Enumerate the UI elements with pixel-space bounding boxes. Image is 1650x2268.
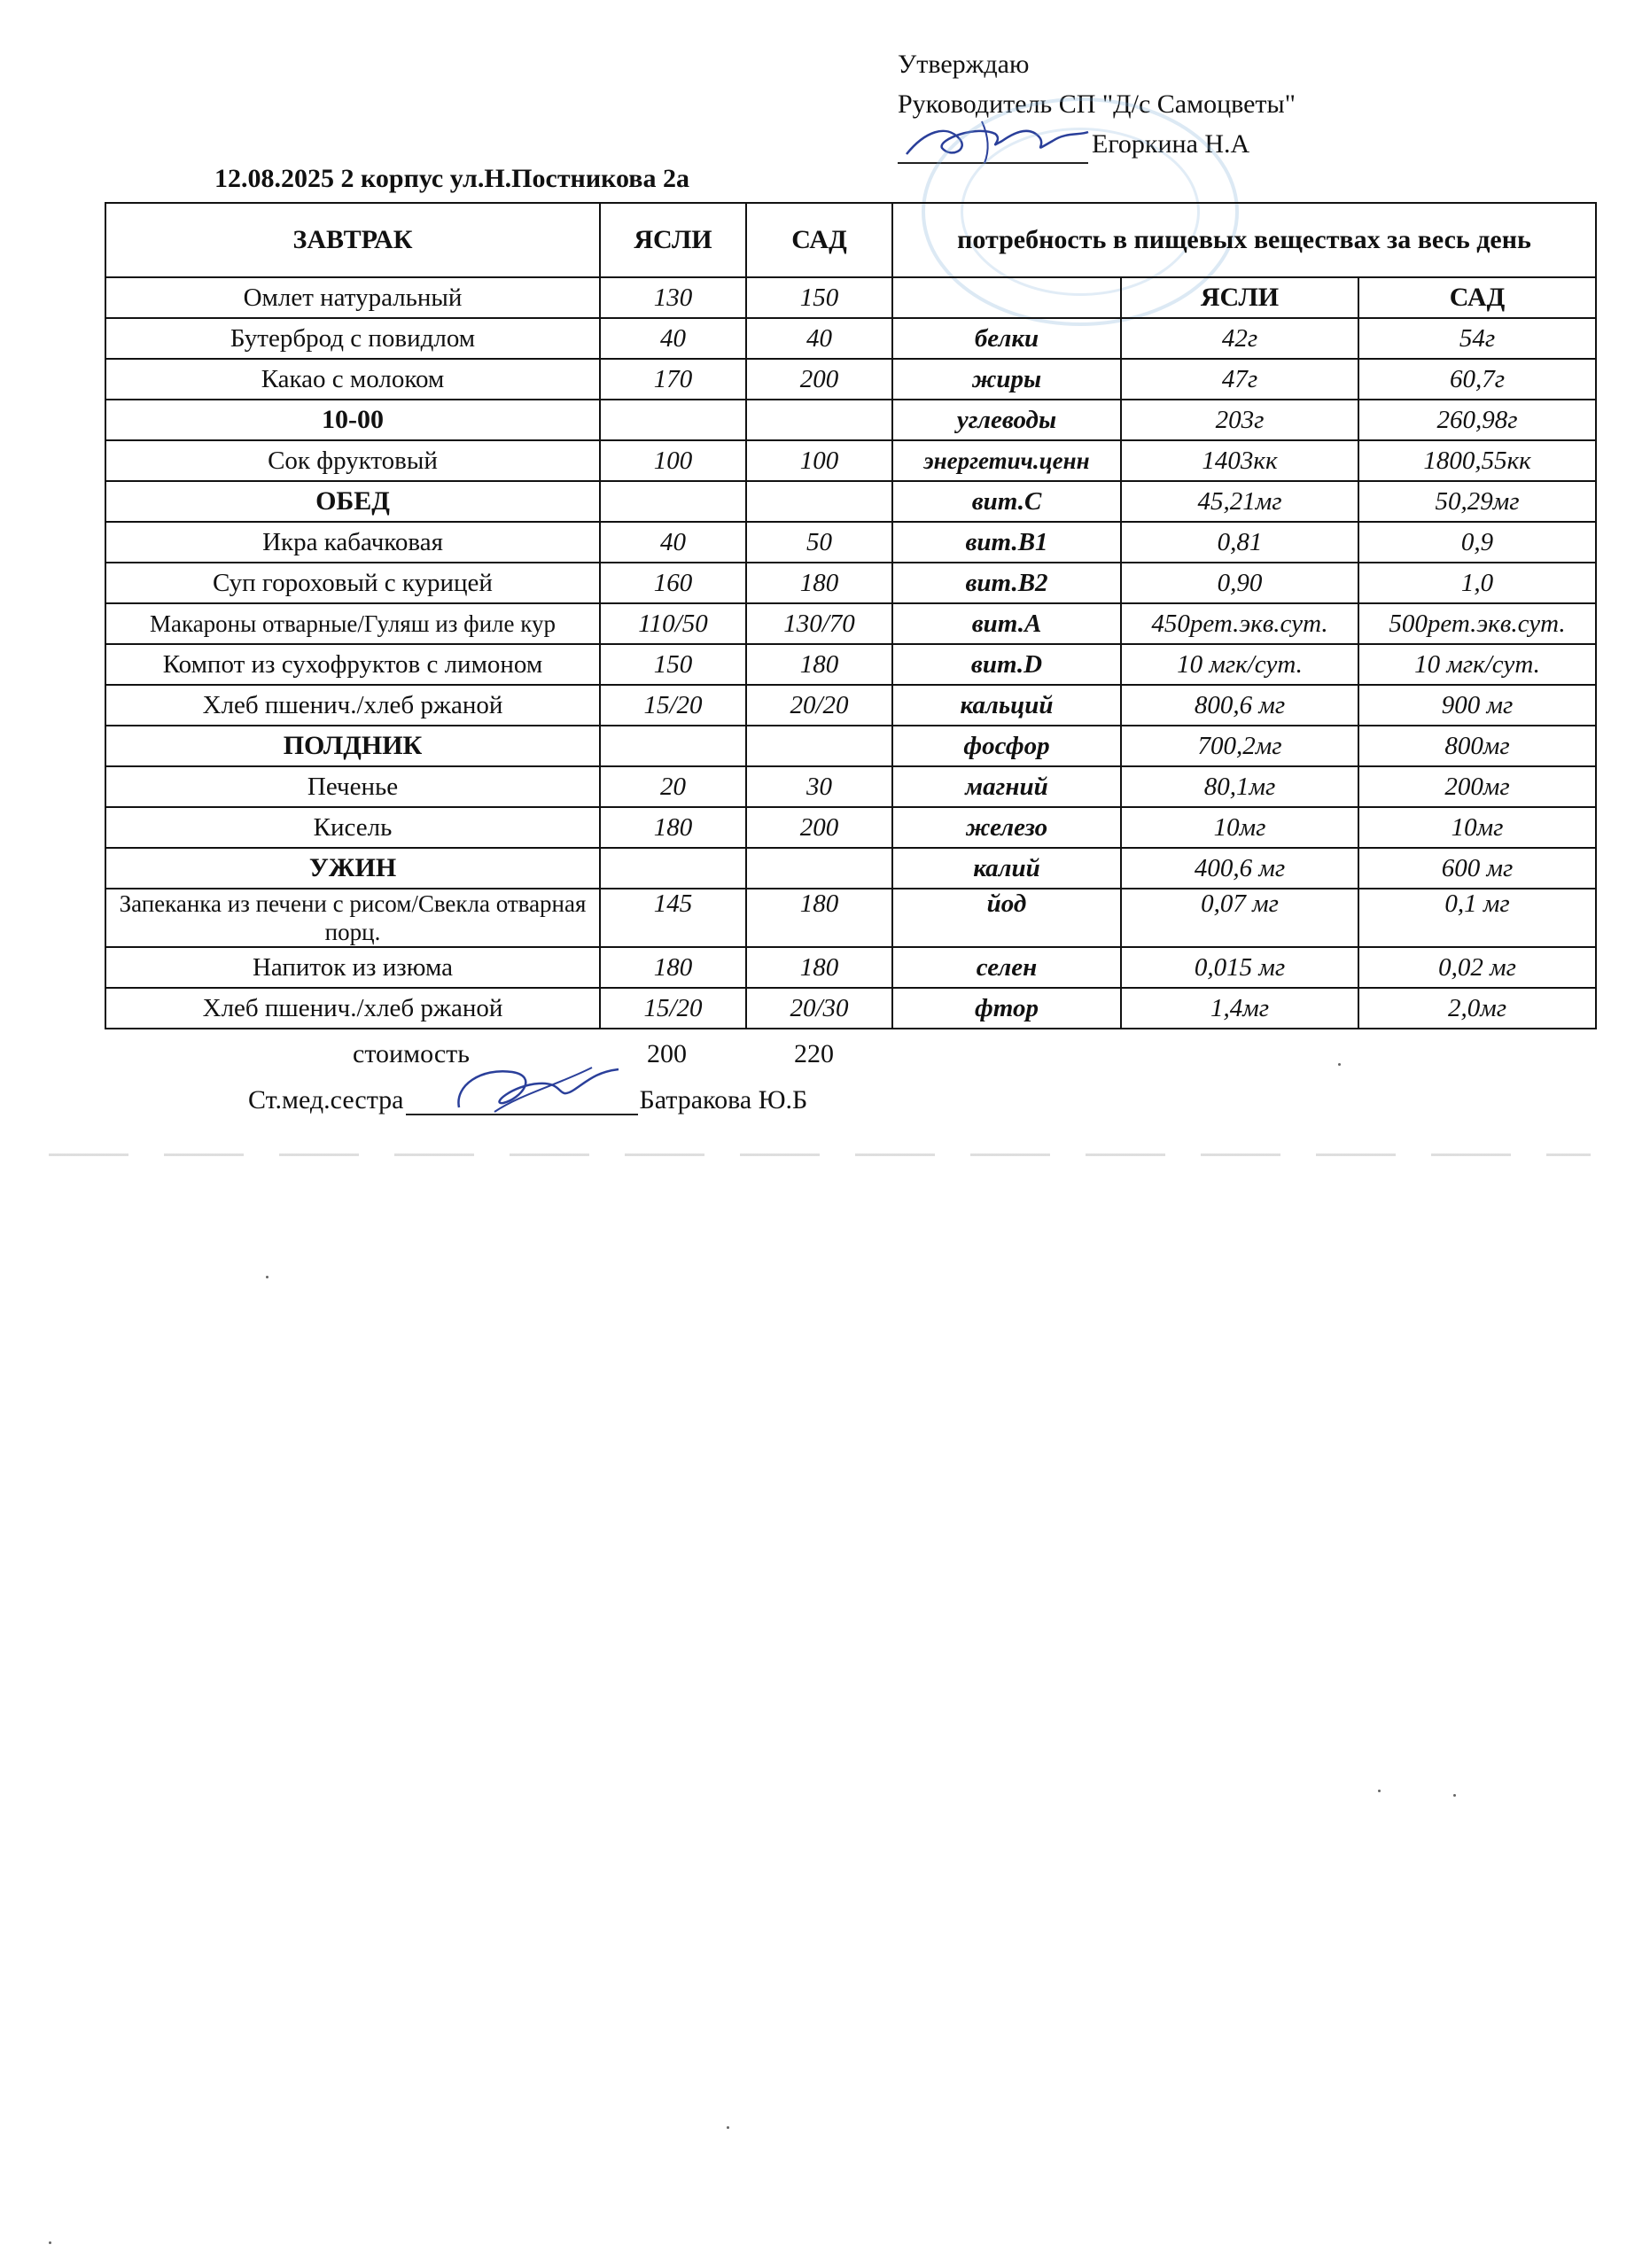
- nutrient-cell: жиры: [892, 359, 1121, 400]
- scan-dot: [49, 2241, 51, 2244]
- nutrient-cell: вит.А: [892, 603, 1121, 644]
- table-row: [105, 603, 1596, 644]
- nursery-need-cell: 45,21мг: [1121, 481, 1358, 522]
- nursery-portion-cell: [600, 726, 746, 766]
- table-row: [105, 359, 1596, 400]
- nursery-portion-cell: 160: [600, 563, 746, 603]
- nursery-portion-cell: 40: [600, 522, 746, 563]
- garden-portion-cell: 180: [746, 644, 892, 685]
- garden-need-cell: 800мг: [1358, 726, 1596, 766]
- table-row: [105, 318, 1596, 359]
- dish-cell: Компот из сухофруктов с лимоном: [105, 644, 600, 685]
- table-row: [105, 988, 1596, 1029]
- nutrient-cell: магний: [892, 766, 1121, 807]
- dish-cell: Какао с молоком: [105, 359, 600, 400]
- nutrient-cell: вит.В2: [892, 563, 1121, 603]
- nursery-need-cell: 1403кк: [1121, 440, 1358, 481]
- nursery-portion-cell: 20: [600, 766, 746, 807]
- scan-dot: [727, 2126, 729, 2129]
- dish-cell: Суп гороховый с курицей: [105, 563, 600, 603]
- dish-cell: Печенье: [105, 766, 600, 807]
- header-nursery: ЯСЛИ: [600, 203, 746, 277]
- nursery-portion-cell: [600, 481, 746, 522]
- cost-garden: 220: [794, 1039, 834, 1068]
- garden-portion-cell: [746, 726, 892, 766]
- nursery-need-cell: 0,015 мг: [1121, 947, 1358, 988]
- table-row: [105, 563, 1596, 603]
- header-meal: ЗАВТРАК: [105, 203, 600, 277]
- cost-nursery: 200: [647, 1039, 687, 1068]
- table-row: [105, 807, 1596, 848]
- nursery-need-cell: 42г: [1121, 318, 1358, 359]
- subheader-garden: САД: [1358, 277, 1596, 318]
- garden-need-cell: 900 мг: [1358, 685, 1596, 726]
- approval-position: Руководитель СП "Д/с Самоцветы": [898, 89, 1296, 119]
- garden-portion-cell: 180: [746, 889, 892, 947]
- garden-need-cell: 1800,55кк: [1358, 440, 1596, 481]
- page-title: 12.08.2025 2 корпус ул.Н.Постникова 2а: [214, 164, 689, 193]
- nutrient-cell: белки: [892, 318, 1121, 359]
- nutrient-cell: энергетич.ценн: [892, 440, 1121, 481]
- garden-portion-cell: [746, 400, 892, 440]
- nursery-portion-cell: 150: [600, 644, 746, 685]
- scan-dot: [1453, 1794, 1456, 1797]
- garden-portion-cell: 200: [746, 807, 892, 848]
- nursery-need-cell: 800,6 мг: [1121, 685, 1358, 726]
- nursery-need-cell: 400,6 мг: [1121, 848, 1358, 889]
- garden-portion-cell: 150: [746, 277, 892, 318]
- nurse-signature: [406, 1087, 638, 1115]
- nursery-portion-cell: 130: [600, 277, 746, 318]
- garden-need-cell: 0,1 мг: [1358, 889, 1596, 947]
- garden-need-cell: 0,02 мг: [1358, 947, 1596, 988]
- garden-portion-cell: 50: [746, 522, 892, 563]
- nurse-role: Ст.мед.сестра: [248, 1085, 404, 1115]
- nutrient-cell: вит.С: [892, 481, 1121, 522]
- garden-portion-cell: 180: [746, 563, 892, 603]
- nursery-portion-cell: 15/20: [600, 988, 746, 1029]
- dish-cell: ПОЛДНИК: [105, 726, 600, 766]
- nursery-portion-cell: 110/50: [600, 603, 746, 644]
- nurse-name: Батракова Ю.Б: [639, 1085, 808, 1115]
- garden-need-cell: 600 мг: [1358, 848, 1596, 889]
- table-header-row: [105, 203, 1596, 277]
- dish-cell: Хлеб пшенич./хлеб ржаной: [105, 988, 600, 1029]
- garden-portion-cell: 20/20: [746, 685, 892, 726]
- nutrient-cell: фтор: [892, 988, 1121, 1029]
- cost-label: стоимость: [353, 1039, 470, 1068]
- dish-cell: ОБЕД: [105, 481, 600, 522]
- garden-need-cell: 500рет.экв.сут.: [1358, 603, 1596, 644]
- garden-need-cell: 54г: [1358, 318, 1596, 359]
- nursery-need-cell: 450рет.экв.сут.: [1121, 603, 1358, 644]
- nutrient-cell: селен: [892, 947, 1121, 988]
- nursery-need-cell: 10мг: [1121, 807, 1358, 848]
- nursery-need-cell: 47г: [1121, 359, 1358, 400]
- table-row: [105, 766, 1596, 807]
- garden-need-cell: 10мг: [1358, 807, 1596, 848]
- nursery-portion-cell: 170: [600, 359, 746, 400]
- dish-cell: Макароны отварные/Гуляш из филе кур: [105, 603, 600, 644]
- garden-portion-cell: 200: [746, 359, 892, 400]
- table-row: [105, 277, 1596, 318]
- nursery-portion-cell: 15/20: [600, 685, 746, 726]
- scan-dot: [1338, 1063, 1341, 1066]
- dish-cell: УЖИН: [105, 848, 600, 889]
- garden-need-cell: 200мг: [1358, 766, 1596, 807]
- nutrient-cell: калий: [892, 848, 1121, 889]
- garden-need-cell: 1,0: [1358, 563, 1596, 603]
- nursery-portion-cell: [600, 848, 746, 889]
- dish-cell: Кисель: [105, 807, 600, 848]
- garden-need-cell: 60,7г: [1358, 359, 1596, 400]
- nursery-portion-cell: 145: [600, 889, 746, 947]
- nursery-need-cell: 0,90: [1121, 563, 1358, 603]
- header-garden: САД: [746, 203, 892, 277]
- table-row: [105, 947, 1596, 988]
- nursery-need-cell: 10 мгк/сут.: [1121, 644, 1358, 685]
- table-row: [105, 644, 1596, 685]
- dish-cell: 10-00: [105, 400, 600, 440]
- dish-cell: Омлет натуральный: [105, 277, 600, 318]
- garden-portion-cell: 40: [746, 318, 892, 359]
- nutrient-cell: углеводы: [892, 400, 1121, 440]
- nutrient-cell: железо: [892, 807, 1121, 848]
- dish-cell: Бутерброд с повидлом: [105, 318, 600, 359]
- garden-portion-cell: 20/30: [746, 988, 892, 1029]
- nutrient-cell: йод: [892, 889, 1121, 947]
- table-row: [105, 726, 1596, 766]
- table-row: [105, 440, 1596, 481]
- garden-portion-cell: 100: [746, 440, 892, 481]
- dish-cell: Икра кабачковая: [105, 522, 600, 563]
- nursery-need-cell: 0,81: [1121, 522, 1358, 563]
- nutrient-cell: вит.В1: [892, 522, 1121, 563]
- garden-need-cell: 0,9: [1358, 522, 1596, 563]
- dish-cell: Хлеб пшенич./хлеб ржаной: [105, 685, 600, 726]
- garden-need-cell: 10 мгк/сут.: [1358, 644, 1596, 685]
- nutrient-cell: [892, 277, 1121, 318]
- garden-portion-cell: [746, 481, 892, 522]
- garden-need-cell: 260,98г: [1358, 400, 1596, 440]
- dish-cell: Напиток из изюма: [105, 947, 600, 988]
- subheader-nursery: ЯСЛИ: [1121, 277, 1358, 318]
- nursery-portion-cell: 180: [600, 807, 746, 848]
- nutrient-cell: кальций: [892, 685, 1121, 726]
- approval-title: Утверждаю: [898, 50, 1030, 79]
- header-needs: потребность в пищевых веществах за весь день: [892, 203, 1596, 277]
- nursery-portion-cell: [600, 400, 746, 440]
- nursery-need-cell: 700,2мг: [1121, 726, 1358, 766]
- scan-dot: [266, 1276, 269, 1278]
- table-row: [105, 400, 1596, 440]
- scan-dot: [1378, 1790, 1381, 1792]
- nursery-need-cell: 203г: [1121, 400, 1358, 440]
- menu-table: [105, 202, 1597, 1029]
- dish-cell: Сок фруктовый: [105, 440, 600, 481]
- nutrient-cell: вит.D: [892, 644, 1121, 685]
- garden-portion-cell: 30: [746, 766, 892, 807]
- garden-portion-cell: 180: [746, 947, 892, 988]
- nursery-need-cell: 1,4мг: [1121, 988, 1358, 1029]
- nursery-portion-cell: 100: [600, 440, 746, 481]
- nursery-portion-cell: 40: [600, 318, 746, 359]
- nutrient-cell: фосфор: [892, 726, 1121, 766]
- garden-need-cell: 2,0мг: [1358, 988, 1596, 1029]
- table-row: [105, 481, 1596, 522]
- nursery-need-cell: 80,1мг: [1121, 766, 1358, 807]
- approval-signer: Егоркина Н.А: [1092, 129, 1250, 159]
- nursery-portion-cell: 180: [600, 947, 746, 988]
- table-row: [105, 889, 1596, 947]
- garden-portion-cell: 130/70: [746, 603, 892, 644]
- dish-cell: Запеканка из печени с рисом/Свекла отварная порц.: [105, 889, 600, 947]
- table-row: [105, 848, 1596, 889]
- scan-artifact-line: [49, 1153, 1591, 1156]
- nursery-need-cell: 0,07 мг: [1121, 889, 1358, 947]
- table-row: [105, 522, 1596, 563]
- table-row: [105, 685, 1596, 726]
- nurse-signature-line: [248, 1085, 807, 1115]
- garden-need-cell: 50,29мг: [1358, 481, 1596, 522]
- garden-portion-cell: [746, 848, 892, 889]
